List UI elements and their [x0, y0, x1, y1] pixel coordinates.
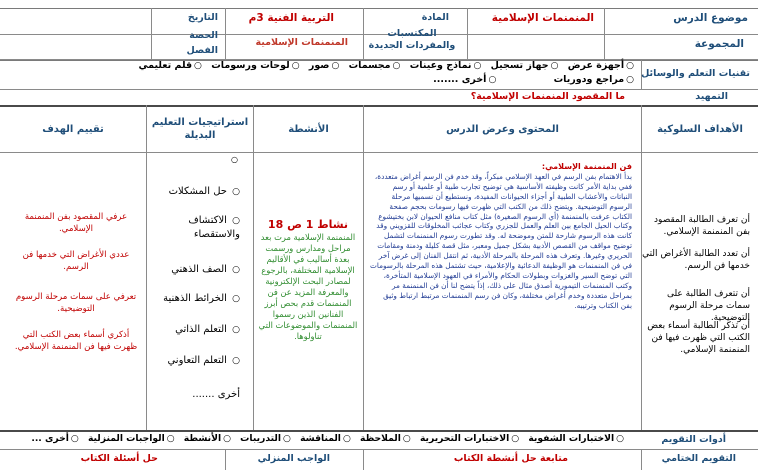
subject-label: المادة — [421, 12, 449, 23]
strategy-label: التعلم الذاتي — [175, 324, 227, 335]
strategy-label: الخرائط الذهنية — [163, 293, 227, 304]
lesson-subject-value: المنمنمات الإسلامية — [491, 12, 594, 24]
date-label: التاريخ — [187, 12, 218, 23]
evaluation-item: عرفي المقصود بفن المنمنمة الإسلامي. — [24, 212, 128, 234]
tool-option[interactable]: ○ أخرى ....... — [433, 74, 496, 86]
tools-label: تقنيات التعلم والوسائل — [641, 68, 750, 79]
strategy-item[interactable] — [150, 263, 240, 277]
intro-label: التمهيد — [695, 91, 728, 102]
strategy-item[interactable] — [150, 354, 240, 368]
class-label: الفصل — [186, 45, 218, 56]
evaluation-item: تعرفي على سمات مرحلة الرسوم التوضيحية. — [15, 292, 137, 314]
strategy-label: الصف الذهني — [171, 264, 227, 275]
assessment-tools — [25, 433, 624, 445]
strategy-item[interactable]: ○ — [231, 155, 238, 164]
objective-item: أن تعرف الطالبة المقصود بفن المنمنمة الإسلامي. — [654, 215, 750, 237]
assessment-option[interactable]: ○ أخرى ... — [31, 433, 78, 445]
tool-option[interactable]: ○ جهاز تسجيل — [491, 60, 559, 72]
tool-option[interactable]: ○ مجسمات — [349, 60, 401, 72]
group-label: المجموعة — [694, 38, 744, 50]
tool-option[interactable]: ○ قلم تعليمي — [139, 60, 202, 72]
tool-option[interactable]: ○ أجهزة عرض — [568, 60, 634, 72]
col-activities: الأنشطة — [288, 123, 329, 135]
content-block — [370, 162, 632, 311]
tools-row-2 — [427, 74, 634, 86]
strategy-item[interactable] — [150, 185, 240, 199]
col-content: المحتوى وعرض الدرس — [446, 123, 559, 135]
col-strategies: استراتيجيات التعليم البديلة — [151, 117, 249, 141]
assessment-option[interactable]: ○ التدريبات — [240, 433, 291, 445]
period-label: الحصة — [189, 30, 218, 41]
tool-option[interactable]: ○ صور — [309, 60, 339, 72]
objective-item: أن تتعرف الطالبة على سمات مرحلة الرسوم التوضيحية. — [666, 289, 750, 323]
strategy-item[interactable] — [150, 388, 240, 401]
final-label: التقويم الختامي — [661, 453, 736, 464]
objective-item: أن تعدد الطالبة الأغراض التي خدمها فن الرسم. — [642, 249, 750, 271]
activity-block — [258, 218, 358, 342]
content-body: بدأ الاهتمام بفن الرسم في العهد الإسلامي مبكراً، وقد خدم فن الرسم أغراض متعددة، ففي بداية الأمر كانت وظيفته الأساسية هي توضيح تجارب طبية أو علمية أو رسم النباتات والأعشاب الطبية أو أجزاء الحيوانات المفيدة، ونستطيع أن نسميها مرحلة الرسوم التوضيحية. ويتضح ذلك من الكتب التي ظهرت فيها رسومات بحجم صفحة الكتاب عرفت بالمنمنمة (أي الرسوم الصغيرة) مثل كتاب منافع الحيوان لابن بختيشوع وكتاب الحيل الجامع بين العلم والعمل للجزري وكتاب عجائب المخلوقات للقزويني وقد كانت هذه الرسوم شارحة للمتن وموضحة له. وقد تطورت رسوم المنمنمات لتشمل توضيح مواقف من القصص الأدبية بشكل جميل ومعبر، مثل قصة كليلة ودمنة ومقامات الحريري وغيرها. وتعرف هذه المرحلة بالمرحلة الأدبية، ثم انتقل الفنان إلى غرض آخر في فن المنمنمات هو الوظيفة الدعائية والإعلامية، حيث تشتمل هذه المرحلة بالرسومات التي توضح السير والغزوات وبطولات الحكام والأمراء في العهود الإسلامية المتأخرة، وكتب المنمنمات التيمورية أصدق مثال على ذلك، إذاً يتضح لنا أن فن المنمنمة مر بمراحل متعددة وخدم أغراض مختلفة، وكان فن رسم المنمنمات مرتبط ارتباط وثيق بفن الكتاب وترتيبه. — [370, 171, 632, 310]
strategy-item[interactable] — [150, 292, 240, 306]
content-title: فن المنمنمة الإسلامي: — [541, 162, 632, 171]
assessment-option[interactable]: ○ الملاحظة — [360, 433, 411, 445]
assessment-option[interactable]: ○ الاختبارات الشفوية — [528, 433, 624, 445]
evaluation-item: عددي الأغراض التي خدمها فن الرسم. — [22, 250, 130, 272]
strategy-item[interactable] — [150, 214, 240, 241]
homework-label: الواجب المنزلي — [257, 453, 330, 464]
col-evaluation: تقييم الهدف — [42, 123, 104, 135]
strategy-label: التعلم التعاوني — [167, 355, 227, 366]
tool-option[interactable]: ○ لوحات ورسومات — [211, 60, 299, 72]
strategy-label: الاكتشاف والاستقصاء — [188, 215, 240, 240]
subject-value: التربية الفنية 3م — [248, 12, 334, 24]
assessment-option[interactable]: ○ الاختبارات التحريرية — [420, 433, 519, 445]
activity-body: المنمنمة الإسلامية مرت بعد مراحل ومدارس ورسمت بعدة أساليب في الأقاليم الإسلامية المختلفة، بالرجوع لمصادر البحث الإلكترونية والمعرفة المزيد عن فن المنمنمات قدم بحص أبرز الفنانين الذين رسموا المنمنمات والموضوعات التي تناولوها. — [258, 232, 358, 341]
assessment-option[interactable]: ○ الواجبات المنزلية — [88, 433, 175, 445]
new-learnings-label: المكتسبات والمفردات الجديدة — [368, 28, 456, 51]
tool-option[interactable]: ○ مراجع ودوريات — [554, 74, 634, 86]
col-objectives: الأهداف السلوكية — [657, 123, 743, 135]
assessment-option[interactable]: ○ المناقشة — [300, 433, 351, 445]
strategy-label: أخرى ....... — [192, 389, 240, 400]
strategy-label: حل المشكلات — [168, 186, 227, 197]
lesson-subject-label: موضوع الدرس — [673, 12, 748, 24]
assessment-label: أدوات التقويم — [661, 434, 726, 445]
new-learnings-value: المنمنمات الإسلامية — [255, 37, 348, 48]
strategy-item[interactable] — [150, 323, 240, 337]
evaluation-item: أذكري أسماء بعض الكتب التي ظهرت فيها فن المنمنمة الإسلامي. — [14, 330, 138, 352]
activity-solution: متابعة حل أنشطة الكتاب — [453, 453, 568, 464]
objective-item: أن تذكر الطالبة أسماء بعض الكتب التي ظهرت فيها فن المنمنمة الإسلامي. — [647, 321, 750, 355]
tools-row-1 — [133, 60, 634, 72]
tool-option[interactable]: ○ نماذج وعينات — [410, 60, 482, 72]
intro-question: ما المقصود المنمنمات الإسلامية؟ — [470, 91, 625, 102]
assessment-option[interactable]: ○ الأنشطة — [184, 433, 231, 445]
activity-title: نشاط 1 ص 18 — [267, 218, 349, 231]
book-questions: حل أسئلة الكتاب — [80, 453, 158, 464]
